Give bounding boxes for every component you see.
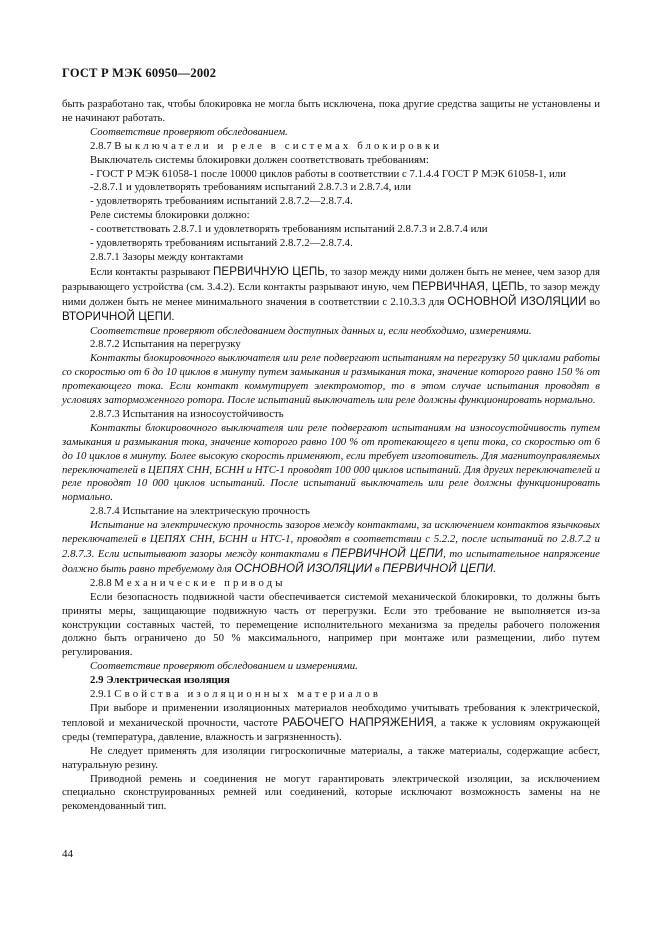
text-run: . xyxy=(171,310,175,323)
page-number: 44 xyxy=(62,848,73,860)
term: ПЕРВИЧНОЙ ЦЕПИ xyxy=(331,547,444,560)
subsection-heading: 2.8.7.4 Испытание на электрическую прочность xyxy=(90,505,310,518)
text-run: При выборе и применении изоляционных материалов необходимо учитывать требования к электрической, тепловой и механической прочности, частоте xyxy=(62,701,600,729)
paragraph: Выключатель системы блокировки должен соответствовать требованиям: xyxy=(90,153,429,166)
text-run: , то зазор между ними должен быть не менее минимального значения в соответствии с 2.10.3.3 для xyxy=(62,280,600,308)
paragraph: Если безопасность подвижной части обеспечивается системой механической блокировки, то должны быть приняты меры, защищающие подвижную часть от перегрузки. Если это требование не выполняется из-за конструкции составных частей, то перемещение исполнительного механизма за пределы рабочего положения должно быть ограничено до 50 % максимального, например при монтаже или размещении, либо путем регулирования. xyxy=(62,590,600,659)
section-title: Механические приводы xyxy=(114,576,286,589)
section-heading xyxy=(62,140,600,154)
test-paragraph: Контакты блокировочного выключателя или реле подвергают испытаниям на перегрузку 50 циклами работы со скоростью от 6 до 10 циклов в минуту путем замыкания и размыкания тока, значение которого равно 150 % от протекающего тока. Если контакт коммутирует электромотор, то в этом случае испытания проводят в условиях заторможенного ротора. После испытаний выключатель или реле должны функционировать нормально. xyxy=(62,352,600,407)
term: ОСНОВНОЙ ИЗОЛЯЦИИ xyxy=(234,561,373,575)
page-body xyxy=(62,98,600,814)
list-item: -2.8.7.1 и удовлетворять требованиям испытаний 2.8.7.3 и 2.8.7.4, или xyxy=(90,181,411,194)
text-run: , то испытательное напряжение должно быть равно требуемому для xyxy=(62,548,600,575)
text-run: , а также к условиям окружающей среды (температура, давление, влажность и загрязненность). xyxy=(62,716,600,743)
text-run: , то зазор между ними должен быть не менее, чем зазор для разрывающего устройства (см. 3.4.2). Если контакты разрывают иную, чем xyxy=(62,265,600,293)
list-item: - ГОСТ Р МЭК 61058-1 после 10000 циклов работы в соответствии с 7.1.4.4 ГОСТ Р МЭК 61058-1, или xyxy=(90,167,566,180)
term: ПЕРВИЧНОЙ ЦЕПИ xyxy=(382,561,494,575)
text-run: в xyxy=(372,562,383,575)
chapter-heading: 2.9 Электрическая изоляция xyxy=(90,674,230,687)
paragraph xyxy=(62,265,600,325)
section-title: Свойства изоляционных материалов xyxy=(114,688,382,701)
section-heading xyxy=(62,688,600,702)
subsection-heading: 2.8.7.1 Зазоры между контактами xyxy=(90,250,244,263)
paragraph: Приводной ремень и соединения не могут гарантировать электрической изоляции, за исключением специально сконструированных ремней или соединений, которые исключают возможность замены на не рекомендованный тип. xyxy=(62,772,600,813)
section-heading xyxy=(62,577,600,591)
term: ВТОРИЧНОЙ ЦЕПИ xyxy=(62,309,172,323)
paragraph: быть разработано так, чтобы блокировка не могла быть исключена, пока другие средства защиты не установлены и не начинают работать. xyxy=(62,98,600,124)
term: ПЕРВИЧНАЯ, ЦЕПЬ xyxy=(412,279,525,293)
paragraph: Реле системы блокировки должно: xyxy=(90,209,250,222)
compliance-note: Соответствие проверяют обследованием. xyxy=(90,125,288,138)
list-item: - удовлетворять требованиям испытаний 2.8.7.2—2.8.7.4. xyxy=(90,195,353,208)
list-item: - соответствовать 2.8.7.1 и удовлетворять требованиям испытаний 2.8.7.3 и 2.8.7.4 или xyxy=(90,223,488,236)
test-paragraph xyxy=(62,519,600,577)
subsection-heading: 2.8.7.3 Испытания на износоустойчивость xyxy=(90,407,284,420)
term: ПЕРВИЧНУЮ ЦЕПЬ xyxy=(212,264,325,278)
term: РАБОЧЕГО НАПРЯЖЕНИЯ xyxy=(282,715,434,729)
page-header: ГОСТ Р МЭК 60950—2002 xyxy=(62,66,217,80)
test-paragraph: Контакты блокировочного выключателя или реле подвергают испытаниям на износоустойчивость путем замыкания и размыкания тока, значение которого равно 100 % от протекающего в цепи тока, со скоростью от 6 до 10 циклов в минуту. Более высокую скорость применяют, если требует изготовитель. Для магнитоуправляемых переключателей в ЦЕПЯХ СНН, БСНН и НТС-1 проводят 100 000 циклов испытаний. Для других переключателей и реле проводят 10 000 циклов испытаний. После испытаний выключатель или реле должны функционировать нормально. xyxy=(62,421,600,504)
term: ОСНОВНОЙ ИЗОЛЯЦИИ xyxy=(447,294,587,308)
section-number: 2.8.8 xyxy=(90,576,112,589)
paragraph xyxy=(62,702,600,745)
section-number: 2.8.7 xyxy=(90,139,112,152)
section-title: Выключатели и реле в системах блокировки xyxy=(114,139,443,152)
subsection-heading: 2.8.7.2 Испытания на перегрузку xyxy=(90,338,241,351)
section-number: 2.9.1 xyxy=(90,688,112,701)
text-run: Испытание на электрическую прочность зазоров между контактами, за исключением контактов язычковых переключателей в ЦЕПЯХ СНН, БСНН и НТС-1, проводят в соответствии с 5.2.2, после испытаний по 2.8.7.2 и 2.8.7.3. Если испытывают зазоры между контактами в xyxy=(62,519,600,560)
text-run: Если контакты разрывают xyxy=(90,265,213,278)
text-run: . xyxy=(493,562,496,575)
paragraph: Не следует применять для изоляции гигроскопичные материалы, а также материалы, содержащие асбест, натуральную резину. xyxy=(62,744,600,771)
compliance-note: Соответствие проверяют обследованием и измерениями. xyxy=(90,660,358,673)
list-item: - удовлетворять требованиям испытаний 2.8.7.2—2.8.7.4. xyxy=(90,237,353,250)
compliance-note: Соответствие проверяют обследованием доступных данных и, если необходимо, измерениями. xyxy=(90,324,532,337)
text-run: во xyxy=(586,295,600,308)
